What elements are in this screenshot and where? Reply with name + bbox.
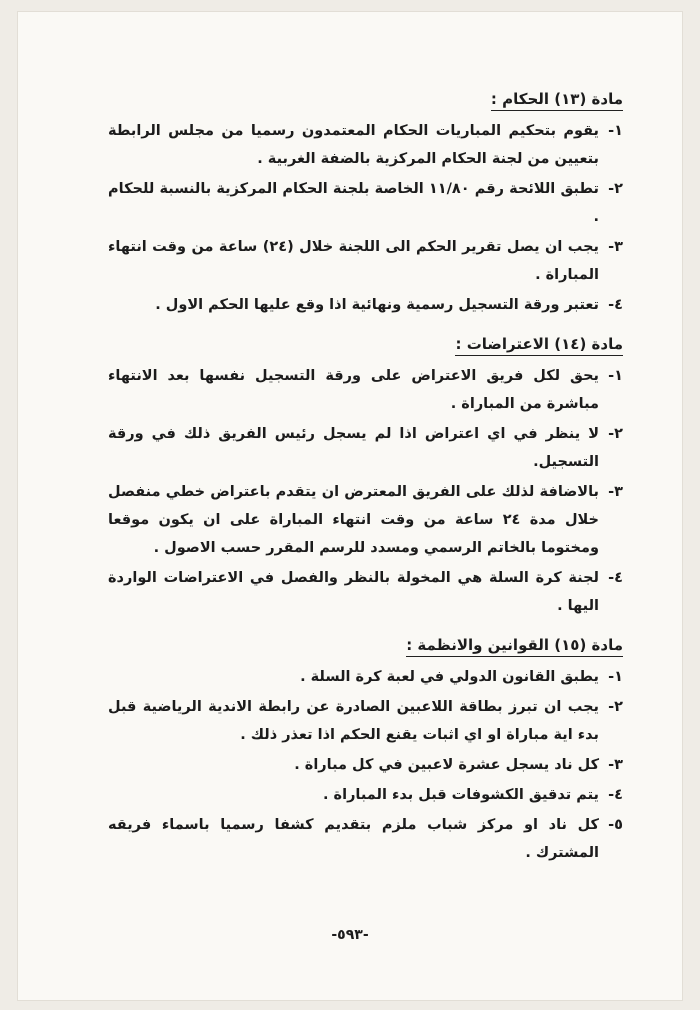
- item-text: يطبق القانون الدولي في لعبة كرة السلة .: [300, 669, 599, 685]
- item-number: ٢-: [608, 426, 623, 442]
- item-number: ٣-: [608, 484, 623, 500]
- item-number: ١-: [608, 669, 623, 685]
- item-text: تعتبر ورقة التسجيل رسمية ونهائية اذا وقع عليها الحكم الاول .: [155, 297, 599, 313]
- list-item: [108, 175, 623, 231]
- item-number: ٥-: [608, 817, 623, 833]
- item-text: تطبق اللائحة رقم ١١/٨٠ الخاصة بلجنة الحكام المركزية بالنسبة للحكام .: [108, 181, 599, 225]
- list-item: [108, 117, 623, 173]
- list-item: [108, 420, 623, 476]
- list-item: [108, 781, 623, 809]
- article-15-section: [108, 636, 623, 867]
- list-item: [108, 564, 623, 620]
- item-text: كل ناد او مركز شباب ملزم بتقديم كشفا رسميا باسماء فريقه المشترك .: [108, 817, 599, 861]
- document-page: [18, 12, 682, 1000]
- list-item: [108, 751, 623, 779]
- article-14-heading: مادة (١٤) الاعتراضات :: [455, 335, 623, 356]
- list-item: [108, 811, 623, 867]
- item-text: لا ينظر في اي اعتراض اذا لم يسجل رئيس الفريق ذلك في ورقة التسجيل.: [108, 426, 599, 470]
- list-item: [108, 233, 623, 289]
- item-number: ١-: [608, 123, 623, 139]
- item-text: يقوم بتحكيم المباريات الحكام المعتمدون رسميا من مجلس الرابطة بتعيين من لجنة الحكام المركزية بالضفة الغربية .: [108, 123, 599, 167]
- list-item: [108, 663, 623, 691]
- item-text: يجب ان تبرز بطاقة اللاعبين الصادرة عن رابطة الاندية الرياضية قبل بدء اية مباراة او اي اثبات يقنع الحكم اذا تعذر ذلك .: [108, 699, 599, 743]
- list-item: [108, 362, 623, 418]
- item-number: ٣-: [608, 239, 623, 255]
- document-body: [108, 90, 623, 883]
- item-text: كل ناد يسجل عشرة لاعبين في كل مباراة .: [294, 757, 599, 773]
- article-15-heading: مادة (١٥) القوانين والانظمة :: [406, 636, 623, 657]
- item-number: ٤-: [608, 570, 623, 586]
- item-text: لجنة كرة السلة هي المخولة بالنظر والفصل في الاعتراضات الواردة اليها .: [108, 570, 599, 614]
- item-number: ١-: [608, 368, 623, 384]
- list-item: [108, 291, 623, 319]
- item-text: يجب ان يصل تقرير الحكم الى اللجنة خلال (٢٤) ساعة من وقت انتهاء المباراة .: [108, 239, 599, 283]
- article-14-section: [108, 335, 623, 620]
- item-number: ٤-: [608, 297, 623, 313]
- item-number: ٢-: [608, 181, 623, 197]
- item-number: ٣-: [608, 757, 623, 773]
- article-13-heading: مادة (١٣) الحكام :: [491, 90, 623, 111]
- item-number: ٢-: [608, 699, 623, 715]
- item-number: ٤-: [608, 787, 623, 803]
- item-text: بالاضافة لذلك على الفريق المعترض ان يتقدم باعتراض خطي منفصل خلال مدة ٢٤ ساعة من وقت انتهاء المباراة على ان يكون موقعا ومختوما بالخاتم الرسمي ومسدد للرسم المقرر حسب الاصول .: [108, 484, 600, 556]
- item-text: يتم تدقيق الكشوفات قبل بدء المباراة .: [322, 787, 599, 803]
- article-13-section: [108, 90, 623, 319]
- list-item: [108, 478, 623, 562]
- item-text: يحق لكل فريق الاعتراض على ورقة التسجيل نفسها بعد الانتهاء مباشرة من المباراة .: [108, 368, 599, 412]
- page-number: -٥٩٣-: [331, 927, 369, 943]
- list-item: [108, 693, 623, 749]
